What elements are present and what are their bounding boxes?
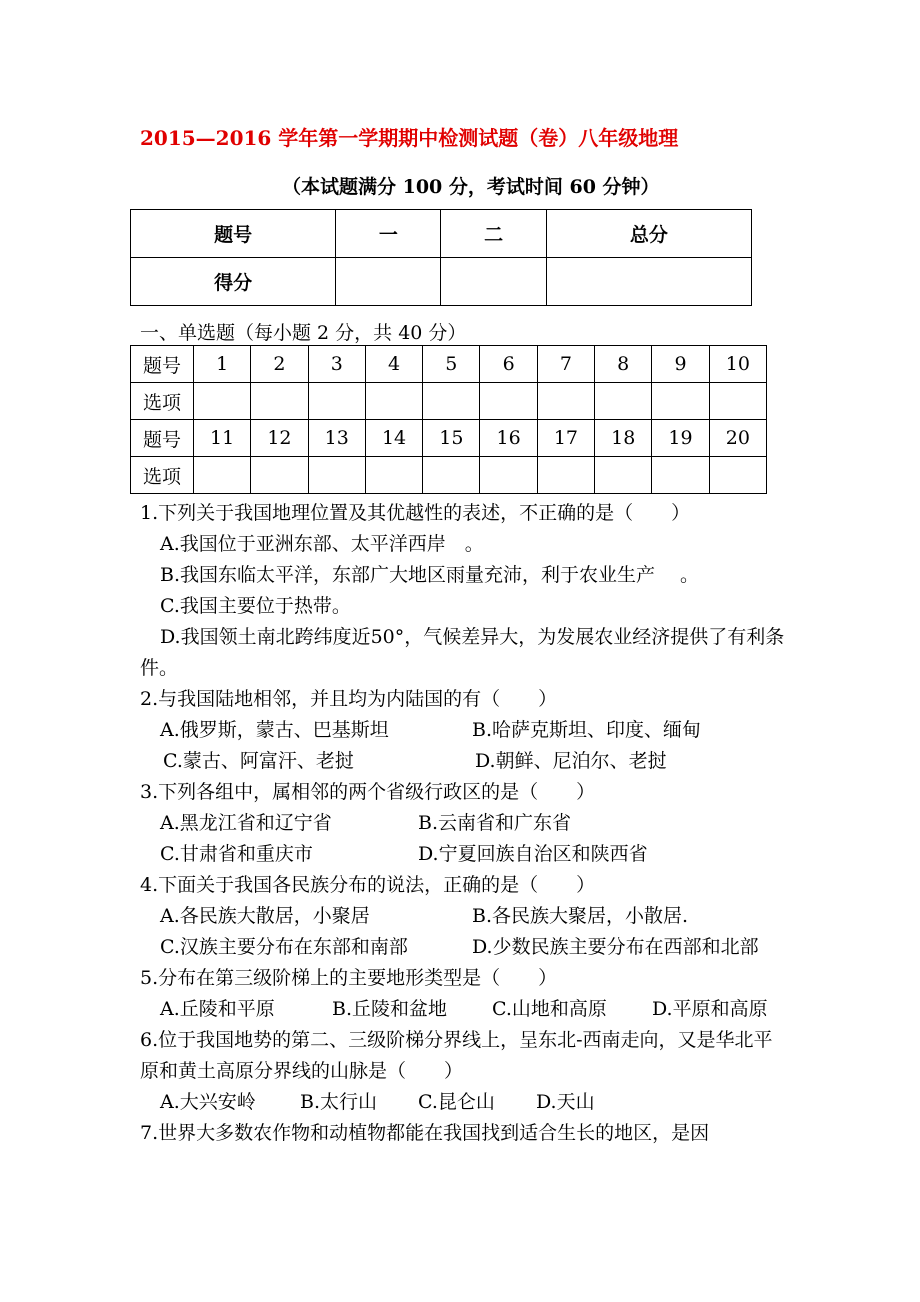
- question-number-cell: 19: [652, 420, 709, 457]
- row-label: 题号: [131, 420, 194, 457]
- score-cell: 题号: [131, 210, 336, 258]
- section-heading: 一、单选题（每小题 2 分，共 40 分）: [140, 322, 467, 344]
- score-table-header-row: [131, 210, 752, 258]
- answer-cell[interactable]: [308, 457, 365, 494]
- answer-cell[interactable]: [251, 457, 308, 494]
- answer-cell[interactable]: [365, 383, 422, 420]
- answer-cell[interactable]: [251, 383, 308, 420]
- question-number-cell: 14: [365, 420, 422, 457]
- answer-cell[interactable]: [423, 383, 480, 420]
- option-c: C.汉族主要分布在东部和南部: [160, 936, 408, 958]
- option-c: C.我国主要位于热带。: [160, 595, 351, 617]
- score-cell: [336, 258, 441, 306]
- question-number-cell: 11: [194, 420, 251, 457]
- score-table-points-row: [131, 258, 752, 306]
- question-stem: 6.位于我国地势的第二、三级阶梯分界线上，呈东北-西南走向，又是华北平原和黄土高原分界线的山脉是（ ）: [140, 1029, 773, 1082]
- score-cell: 一: [336, 210, 441, 258]
- question-number-cell: 12: [251, 420, 308, 457]
- option-c: C.昆仑山: [418, 1091, 495, 1113]
- question-number-cell: 8: [595, 346, 652, 383]
- answer-cell[interactable]: [423, 457, 480, 494]
- question-number-cell: 7: [537, 346, 594, 383]
- option-d: D.平原和高原: [652, 998, 768, 1020]
- answer-cell[interactable]: [537, 383, 594, 420]
- question-number-cell: 4: [365, 346, 422, 383]
- question-number-cell: 9: [652, 346, 709, 383]
- option-d: D.我国领土南北跨纬度近50°，气候差异大，为发展农业经济提供了有利条件。: [140, 626, 785, 679]
- question-stem: 7.世界大多数农作物和动植物都能在我国找到适合生长的地区，是因: [140, 1122, 710, 1144]
- answer-cell[interactable]: [480, 383, 537, 420]
- option-c: C.蒙古、阿富汗、老挝: [163, 750, 354, 772]
- question-number-cell: 13: [308, 420, 365, 457]
- question-number-cell: 16: [480, 420, 537, 457]
- question-stem: 1.下列关于我国地理位置及其优越性的表述，不正确的是（ ）: [140, 502, 691, 524]
- score-table: [130, 209, 752, 306]
- score-cell: 得分: [131, 258, 336, 306]
- answer-cell[interactable]: [194, 457, 251, 494]
- question-stem: 2.与我国陆地相邻，并且均为内陆国的有（ ）: [140, 688, 558, 710]
- answer-cell[interactable]: [652, 457, 709, 494]
- question-number-cell: 15: [423, 420, 480, 457]
- exam-title: 2015—2016 学年第一学期期中检测试题（卷）八年级地理: [140, 126, 679, 150]
- answer-cell[interactable]: [308, 383, 365, 420]
- exam-subtitle: （本试题满分 100 分，考试时间 60 分钟）: [282, 176, 660, 198]
- answer-cell[interactable]: [595, 383, 652, 420]
- question-number-cell: 6: [480, 346, 537, 383]
- answer-cell[interactable]: [365, 457, 422, 494]
- row-label: 选项: [131, 457, 194, 494]
- option-b: B.丘陵和盆地: [332, 998, 448, 1020]
- option-a: A.黑龙江省和辽宁省: [160, 812, 332, 834]
- option-d: D.宁夏回族自治区和陕西省: [418, 843, 648, 865]
- option-c: C.甘肃省和重庆市: [160, 843, 313, 865]
- option-c: C.山地和高原: [492, 998, 607, 1020]
- question-number-cell: 1: [194, 346, 251, 383]
- score-cell: 总分: [546, 210, 751, 258]
- question-list: [140, 498, 785, 1149]
- question-number-cell: 20: [709, 420, 766, 457]
- question-number-cell: 5: [423, 346, 480, 383]
- option-b: B.哈萨克斯坦、印度、缅甸: [472, 719, 702, 741]
- question-number-cell: 18: [595, 420, 652, 457]
- row-label: 题号: [131, 346, 194, 383]
- answer-table: [130, 345, 767, 494]
- option-b: B.各民族大聚居，小散居.: [472, 905, 689, 927]
- option-b: B.云南省和广东省: [418, 812, 572, 834]
- question-stem: 3.下列各组中，属相邻的两个省级行政区的是（ ）: [140, 781, 596, 803]
- row-label: 选项: [131, 383, 194, 420]
- answer-cell[interactable]: [652, 383, 709, 420]
- option-b: B.我国东临太平洋，东部广大地区雨量充沛，利于农业生产 。: [160, 564, 700, 586]
- answer-cell[interactable]: [595, 457, 652, 494]
- answer-cell[interactable]: [194, 383, 251, 420]
- option-d: D.少数民族主要分布在西部和北部: [472, 936, 759, 958]
- score-cell: 二: [441, 210, 546, 258]
- option-a: A.丘陵和平原: [160, 998, 275, 1020]
- option-a: A.我国位于亚洲东部、太平洋西岸 。: [160, 533, 484, 555]
- option-a: A.大兴安岭: [160, 1091, 256, 1113]
- answer-choice-row: [131, 457, 767, 494]
- question-number-cell: 2: [251, 346, 308, 383]
- question-stem: 5.分布在第三级阶梯上的主要地形类型是（ ）: [140, 967, 558, 989]
- answer-choice-row: [131, 383, 767, 420]
- answer-cell[interactable]: [480, 457, 537, 494]
- question-number-cell: 17: [537, 420, 594, 457]
- answer-number-row: [131, 420, 767, 457]
- option-b: B.太行山: [300, 1091, 378, 1113]
- question-number-cell: 10: [709, 346, 766, 383]
- option-a: A.各民族大散居，小聚居: [160, 905, 370, 927]
- option-a: A.俄罗斯，蒙古、巴基斯坦: [160, 719, 389, 741]
- option-d: D.朝鲜、尼泊尔、老挝: [475, 750, 667, 772]
- answer-number-row: [131, 346, 767, 383]
- score-cell: [546, 258, 751, 306]
- option-d: D.天山: [536, 1091, 595, 1113]
- answer-cell[interactable]: [709, 457, 766, 494]
- question-stem: 4.下面关于我国各民族分布的说法，正确的是（ ）: [140, 874, 596, 896]
- question-number-cell: 3: [308, 346, 365, 383]
- answer-cell[interactable]: [537, 457, 594, 494]
- answer-cell[interactable]: [709, 383, 766, 420]
- score-cell: [441, 258, 546, 306]
